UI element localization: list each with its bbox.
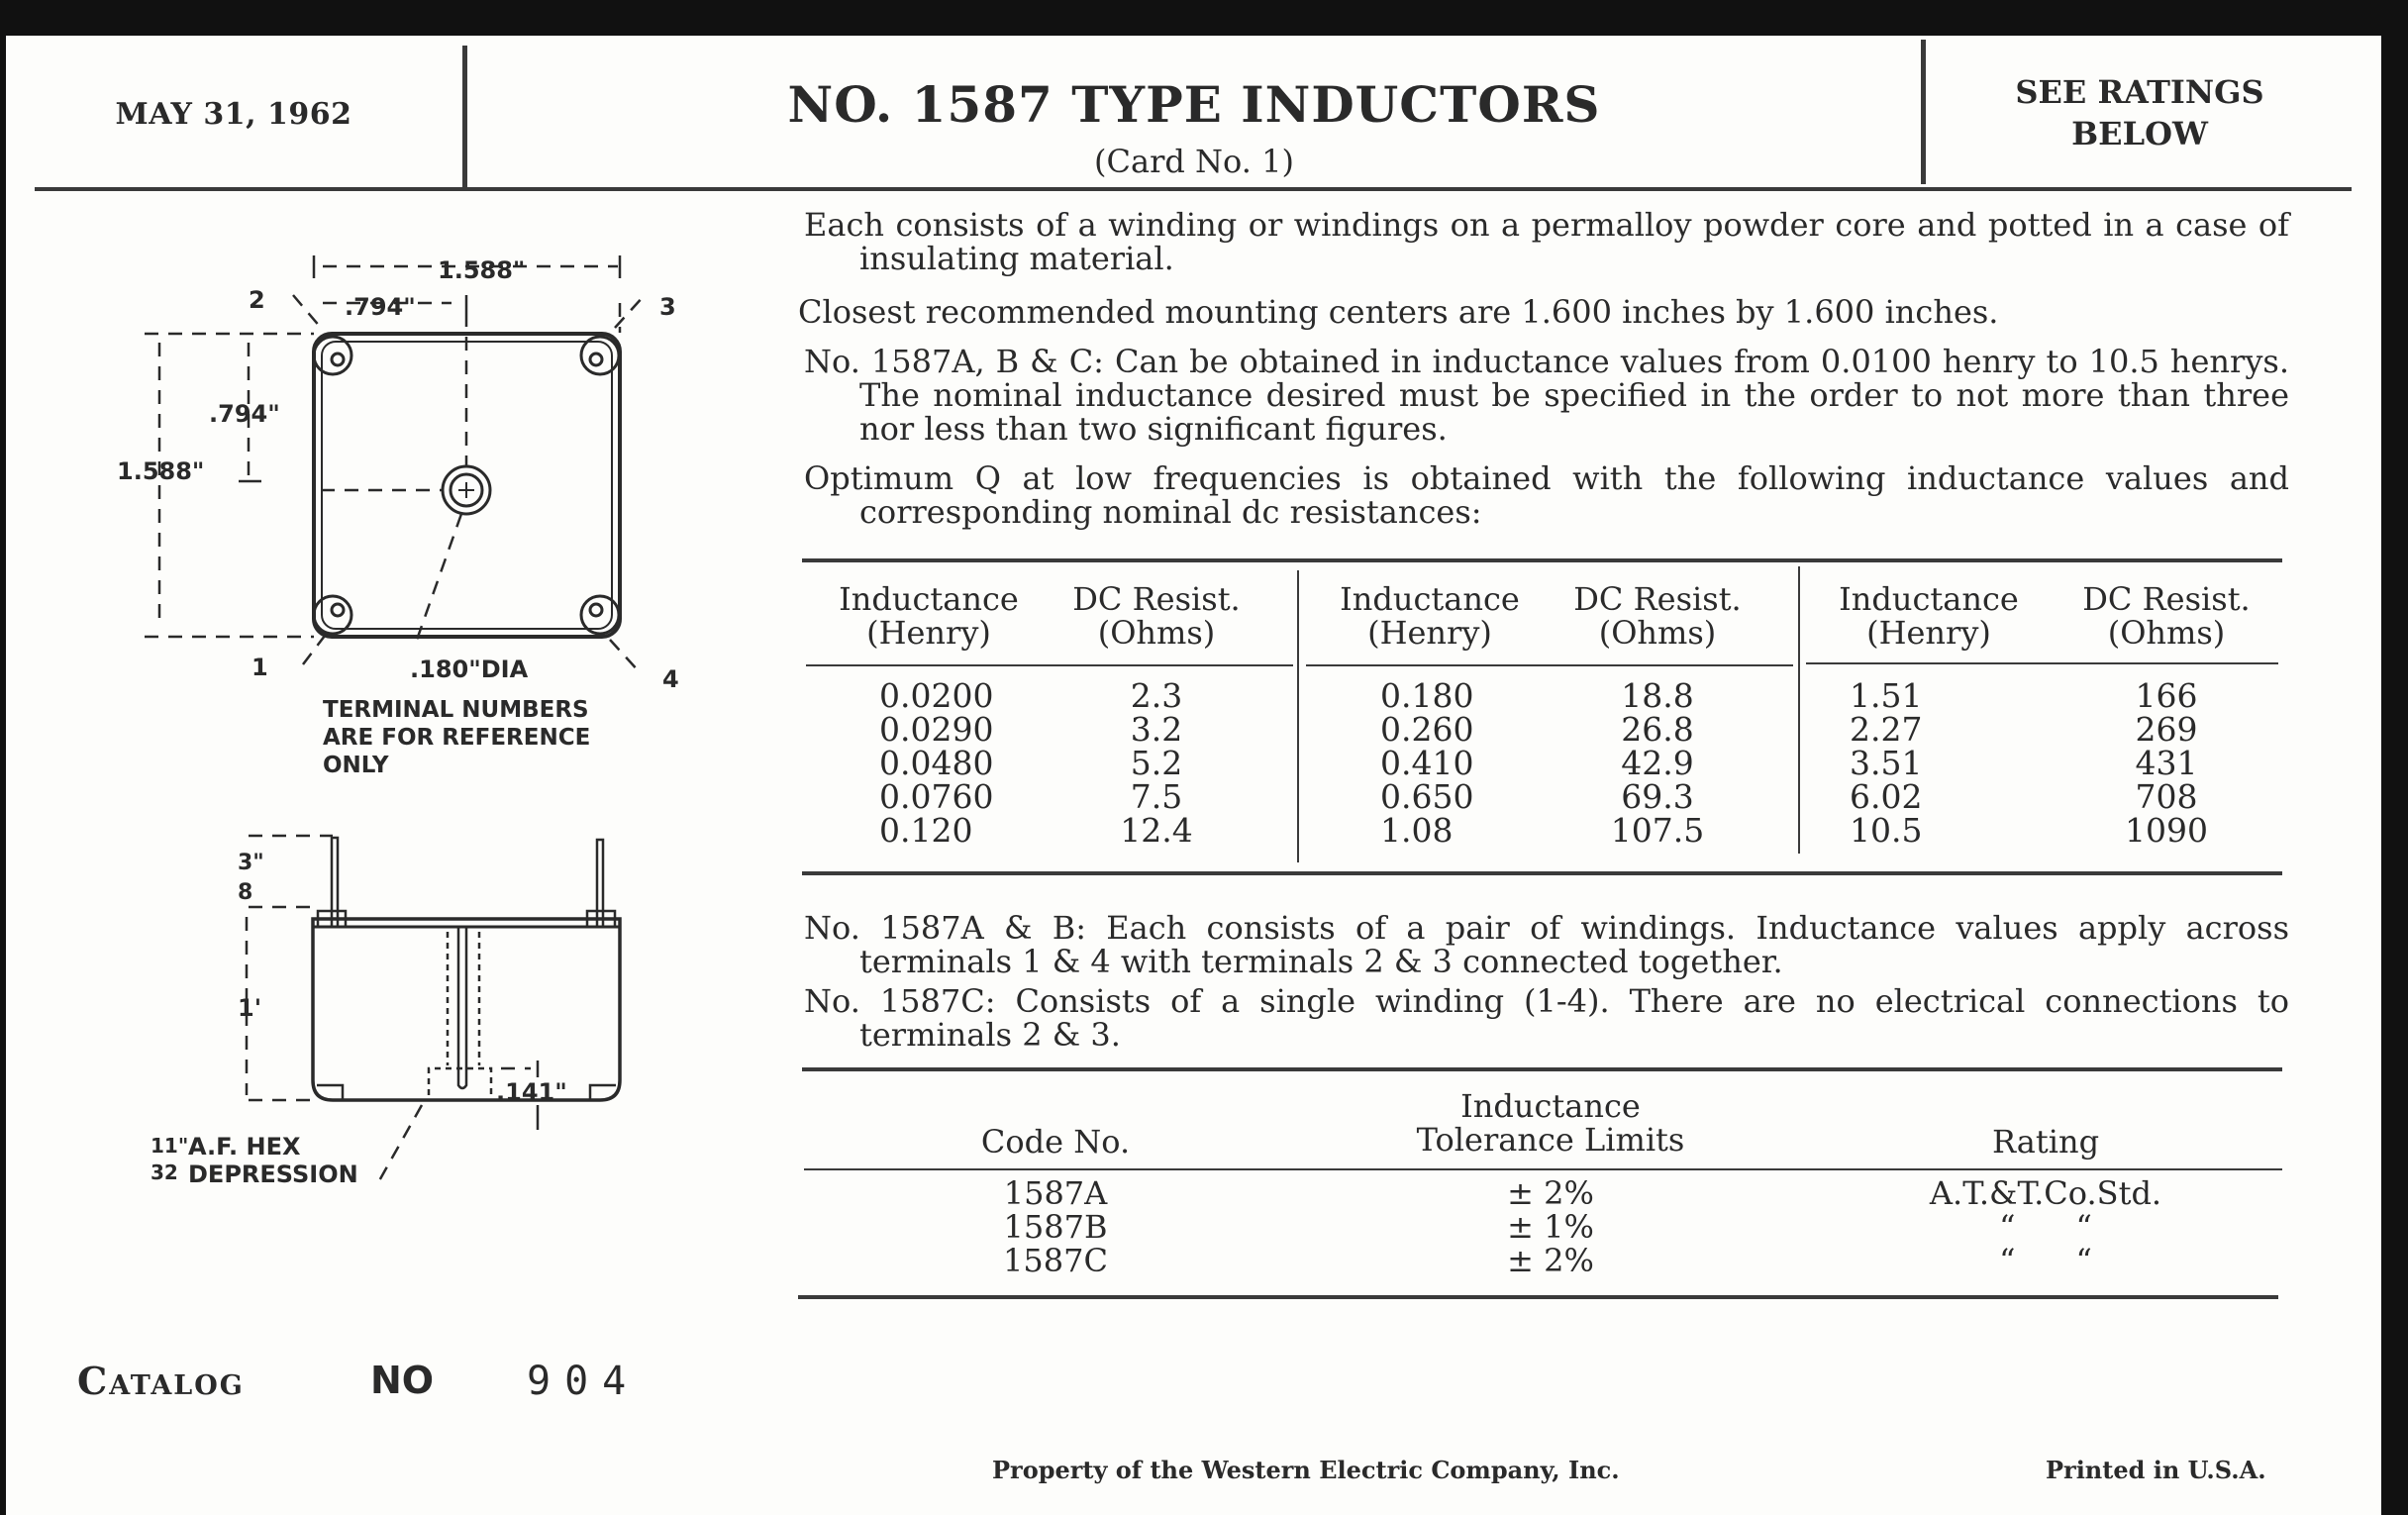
terminal-1-label: 1 — [251, 654, 268, 681]
table1-header-g1-c1-line2: (Henry) — [866, 614, 991, 652]
height-dimension: 1.588" — [117, 457, 205, 485]
dc-resistance-value: 7.5 — [1130, 777, 1183, 816]
table1-header-g1-c2-line1: DC Resist. — [1072, 580, 1241, 618]
table2-top-rule — [802, 1067, 2282, 1071]
ratings-tolerance: ± 2% — [1507, 1242, 1594, 1279]
note-1587ab: No. 1587A & B: Each consists of a pair of windings. Inductance values apply across terminals 1 & 4 with terminals 2 & 3 connected together. — [804, 909, 2289, 980]
inductance-value: 6.02 — [1850, 777, 1923, 816]
ratings-code: 1587A — [1003, 1174, 1108, 1212]
hole-dimension: .180"DIA — [410, 656, 529, 683]
table1-header-rule-3 — [1806, 662, 2278, 664]
mounting-paragraph: Closest recommended mounting centers are 1.600 inches by 1.600 inches. — [798, 293, 1999, 331]
inductance-value: 1.08 — [1380, 811, 1454, 850]
dc-resistance-value: 3.2 — [1130, 710, 1183, 749]
catalog-label: Catalog — [77, 1359, 245, 1403]
page-title: NO. 1587 TYPE INDUCTORS — [787, 75, 1601, 134]
ratings-code: 1587B — [1003, 1208, 1108, 1246]
header-tolerance-line2: Tolerance Limits — [1416, 1121, 1685, 1159]
inductance-value: 10.5 — [1850, 811, 1923, 850]
hex-size-numerator: 11" — [150, 1134, 189, 1158]
table1-header-g2-c2-line1: DC Resist. — [1573, 580, 1742, 618]
inductance-value: 0.0290 — [879, 710, 994, 749]
dimension-drawing — [6, 194, 788, 1184]
dc-resistance-value: 2.3 — [1130, 676, 1183, 715]
inductance-value: 0.180 — [1380, 676, 1474, 715]
half-height-dimension: .794" — [209, 400, 280, 428]
header-code-no: Code No. — [980, 1123, 1131, 1161]
dc-resistance-value: 12.4 — [1120, 811, 1193, 850]
pin-right — [597, 840, 603, 927]
ratings-notice-line2: BELOW — [2071, 115, 2208, 152]
dc-resistance-value: 26.8 — [1621, 710, 1694, 749]
card-date: MAY 31, 1962 — [115, 97, 352, 132]
inductance-value: 0.650 — [1380, 777, 1474, 816]
terminal-note-line1: TERMINAL NUMBERS — [323, 697, 589, 723]
header-divider-right — [1921, 40, 1926, 184]
dc-resistance-value: 1090 — [2125, 811, 2208, 850]
dc-resistance-value: 269 — [2135, 710, 2198, 749]
pin-height-numerator: 3" — [238, 851, 264, 875]
hex-size-denominator: 32 — [150, 1161, 178, 1184]
ratings-rating: A.T.&T.Co.Std. — [1929, 1174, 2162, 1212]
header-divider-left — [462, 46, 467, 190]
terminal-3-label: 3 — [659, 293, 676, 321]
ratings-tolerance: ± 1% — [1507, 1208, 1594, 1246]
table2-bottom-rule — [798, 1295, 2278, 1299]
description-paragraph: Each consists of a winding or windings on a permalloy powder core and potted in a case of insulating material. — [804, 206, 2289, 277]
table1-top-rule — [802, 558, 2282, 562]
inductance-value: 0.0760 — [879, 777, 994, 816]
inductance-value: 0.0480 — [879, 744, 994, 782]
card-number: (Card No. 1) — [1094, 143, 1294, 180]
table2-header-rule — [804, 1168, 2282, 1170]
terminal-2-label: 2 — [249, 286, 265, 314]
dc-resistance-value: 166 — [2135, 676, 2198, 715]
body-height-dimension: 1' — [238, 994, 262, 1022]
inductance-value: 0.120 — [879, 811, 973, 850]
table1-col-divider-2 — [1798, 566, 1800, 854]
footer-printed: Printed in U.S.A. — [2046, 1456, 2266, 1484]
depression-depth-dimension: .141" — [496, 1078, 567, 1106]
table1-header-g2-c2-line2: (Ohms) — [1598, 614, 1717, 652]
catalog-number: 904 — [527, 1359, 641, 1404]
inductance-value: 0.410 — [1380, 744, 1474, 782]
dc-resistance-value: 18.8 — [1621, 676, 1694, 715]
terminal-4-label: 4 — [662, 665, 679, 693]
table1-header-g1-c2-line2: (Ohms) — [1097, 614, 1216, 652]
pin-height-denominator: 8 — [238, 880, 253, 905]
ratings-rating: “ “ — [1999, 1208, 2092, 1246]
half-width-dimension: .794" — [345, 293, 416, 321]
table1-header-rule-2 — [1306, 664, 1793, 666]
table1-header-g3-c1-line2: (Henry) — [1866, 614, 1991, 652]
ratings-notice-line1: SEE RATINGS — [2015, 73, 2264, 111]
terminal-note-line3: ONLY — [323, 753, 389, 778]
ratings-rating: “ “ — [1999, 1242, 2092, 1279]
footer-property: Property of the Western Electric Company, Inc. — [992, 1456, 1620, 1484]
ratings-notice — [1932, 71, 2348, 154]
hex-label-line1: A.F. HEX — [188, 1133, 301, 1161]
note-1587c: No. 1587C: Consists of a single winding (1-4). There are no electrical connections to terminals 2 & 3. — [804, 982, 2289, 1054]
dc-resistance-value: 431 — [2135, 744, 2198, 782]
pin-left — [332, 838, 338, 927]
inductance-value: 0.0200 — [879, 676, 994, 715]
table1-header-rule-1 — [806, 664, 1293, 666]
table1-header-g3-c2-line2: (Ohms) — [2107, 614, 2226, 652]
header-rating: Rating — [1991, 1123, 2100, 1161]
inductance-value: 0.260 — [1380, 710, 1474, 749]
inductance-range-paragraph: No. 1587A, B & C: Can be obtained in inductance values from 0.0100 henry to 10.5 henrys. The nominal inductance desired must be specified in the order to not more than three nor less than two significant figures. — [804, 343, 2289, 448]
inductance-value: 1.51 — [1850, 676, 1923, 715]
inductance-value: 3.51 — [1850, 744, 1923, 782]
header-bottom-rule — [35, 187, 2352, 191]
hex-label-line2: DEPRESSION — [188, 1161, 358, 1184]
ratings-code: 1587C — [1003, 1242, 1108, 1279]
dc-resistance-value: 69.3 — [1621, 777, 1694, 816]
header-tolerance-line1: Inductance — [1460, 1087, 1641, 1125]
table1-bottom-rule — [802, 871, 2282, 875]
ratings-tolerance: ± 2% — [1507, 1174, 1594, 1212]
dc-resistance-value: 708 — [2135, 777, 2198, 816]
table1-header-g1-c1-line1: Inductance — [839, 580, 1019, 618]
catalog-no-label: NO — [370, 1359, 435, 1402]
table1-header-g2-c1-line1: Inductance — [1340, 580, 1520, 618]
dc-resistance-value: 107.5 — [1610, 811, 1705, 850]
table1-header-g3-c1-line1: Inductance — [1839, 580, 2019, 618]
catalog-card — [6, 36, 2381, 1515]
terminal-note-line2: ARE FOR REFERENCE — [323, 725, 591, 751]
dc-resistance-value: 5.2 — [1130, 744, 1183, 782]
table1-header-g2-c1-line2: (Henry) — [1367, 614, 1492, 652]
table1-col-divider-1 — [1297, 570, 1299, 862]
dc-resistance-value: 42.9 — [1621, 744, 1694, 782]
table1-header-g3-c2-line1: DC Resist. — [2082, 580, 2251, 618]
width-dimension: 1.588" — [438, 256, 526, 284]
optimum-q-paragraph: Optimum Q at low frequencies is obtained with the following inductance values and corresponding nominal dc resistances: — [804, 459, 2289, 531]
mounting-hole-icon — [443, 466, 490, 514]
inductance-value: 2.27 — [1850, 710, 1923, 749]
